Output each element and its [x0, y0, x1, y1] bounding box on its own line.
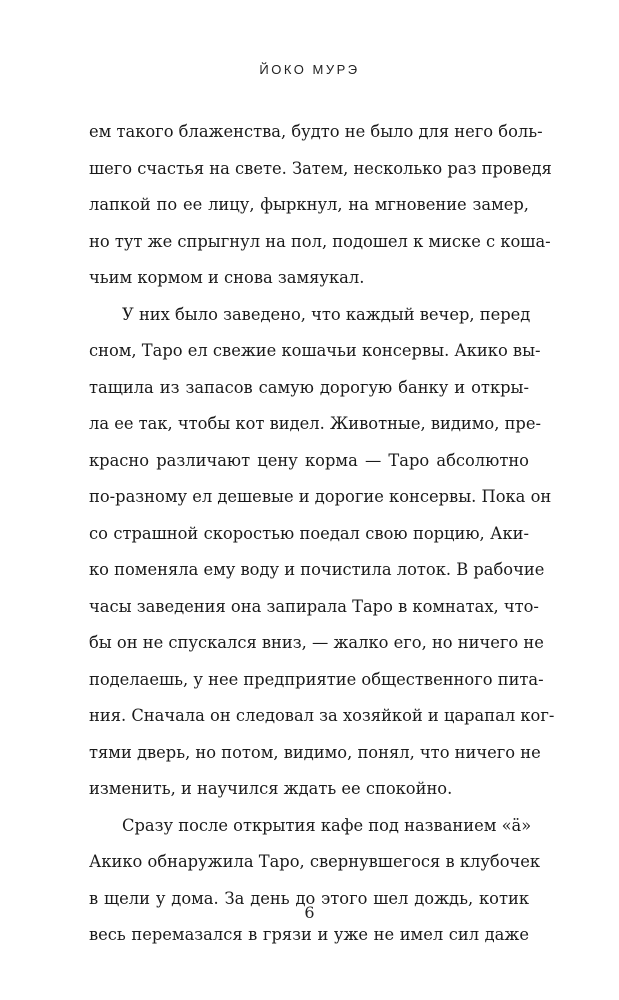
page-number: 6 — [304, 903, 315, 922]
text-line: поделаешь, у нее предприятие общественного пита- — [89, 669, 544, 689]
text-line: ем такого блаженства, будто не было для него боль- — [89, 122, 543, 141]
text-line: со страшной скоростью поедал свою порцию, Аки- — [89, 523, 529, 543]
text-line: по-разному ел дешевые и дорогие консервы. Пока он — [89, 487, 552, 506]
text-line: чьим кормом и снова замяукал. — [89, 268, 365, 287]
text-line: Сразу после открытия кафе под названием «ä» — [122, 815, 532, 835]
text-line: Акико обнаружила Таро, свернувшегося в клубочек — [89, 852, 541, 871]
text-line: тащила из запасов самую дорогую банку и откры- — [89, 377, 529, 397]
text-line: сном, Таро ел свежие кошачьи консервы. Акико вы- — [89, 341, 541, 360]
text-line: ния. Сначала он следовал за хозяйкой и царапал ког- — [89, 706, 555, 725]
text-line: тями дверь, но потом, видимо, понял, что ничего не — [89, 742, 541, 762]
text-line: часы заведения она запирала Таро в комнатах, что- — [89, 596, 539, 616]
body-text — [89, 114, 555, 954]
text-line: но тут же спрыгнул на пол, подошел к миске с коша- — [89, 231, 551, 251]
text-line: лапкой по ее лицу, фыркнул, на мгновение замер, — [89, 195, 529, 214]
running-header: ЙОКО МУРЭ — [259, 62, 360, 77]
text-line: в щели у дома. За день до этого шел дождь, котик — [89, 888, 529, 908]
text-line: ла ее так, чтобы кот видел. Животные, видимо, пре- — [89, 414, 541, 433]
text-line: весь перемазался в грязи и уже не имел сил даже — [89, 925, 529, 944]
text-line: У них было заведено, что каждый вечер, перед — [122, 304, 531, 324]
text-line: красно различают цену корма — Таро абсолютно — [89, 450, 529, 470]
text-line: бы он не спускался вниз, — жалко его, но ничего не — [89, 633, 544, 652]
text-line: ко поменяла ему воду и почистила лоток. В рабочие — [89, 560, 545, 579]
text-line: изменить, и научился ждать ее спокойно. — [89, 779, 453, 798]
text-line: шего счастья на свете. Затем, несколько раз проведя — [89, 158, 552, 178]
